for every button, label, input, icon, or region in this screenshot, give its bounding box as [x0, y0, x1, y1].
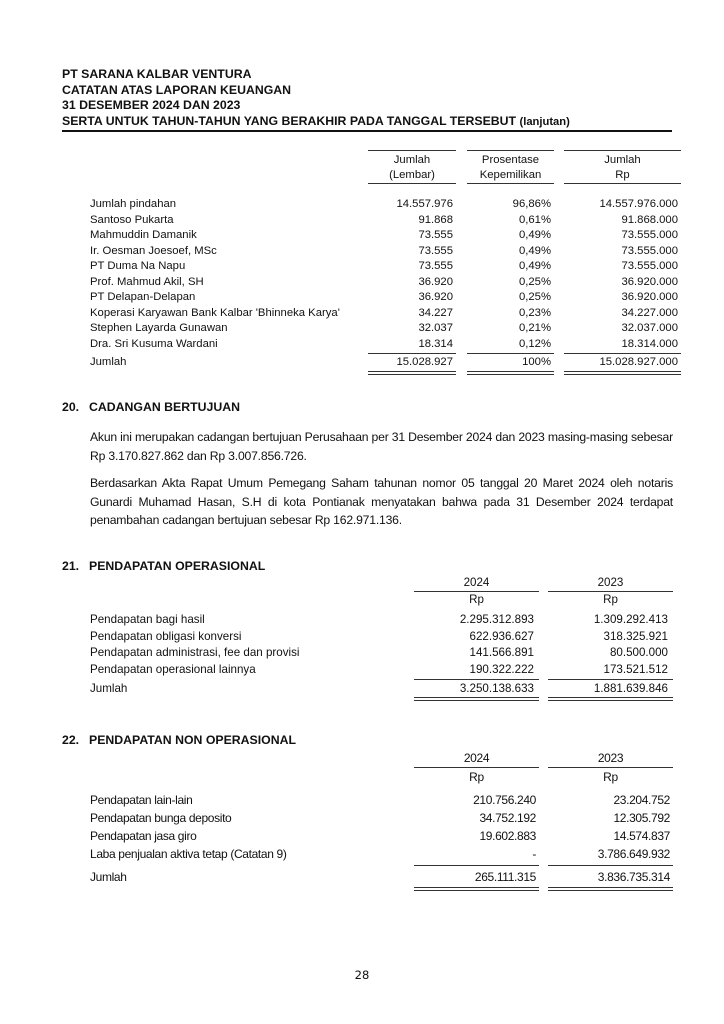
total-double-rule	[548, 887, 673, 891]
subtotal-rule	[414, 865, 539, 866]
amount-value: 36.920.000	[621, 291, 678, 303]
shareholder-name: PT Delapan-Delapan	[90, 291, 196, 303]
shareholder-name: Stephen Layarda Gunawan	[90, 322, 228, 334]
value-2023: 12.305.792	[613, 811, 670, 825]
value-2024: -	[532, 847, 536, 861]
amount-value: 73.555.000	[621, 244, 678, 257]
year-label: 2023	[548, 750, 673, 768]
percentage-value: 0,61%	[518, 213, 551, 226]
percentage-value: 0,25%	[518, 291, 551, 303]
section-22-title	[62, 733, 296, 747]
year-label: 2024	[414, 575, 539, 592]
subtotal-rule	[368, 353, 456, 354]
total-double-rule	[564, 371, 681, 375]
unit-label: Rp	[603, 770, 618, 784]
total-shares: 15.028.927	[396, 356, 453, 368]
total-label: Jumlah	[90, 870, 127, 884]
row-label: Laba penjualan aktiva tetap (Catatan 9)	[90, 847, 287, 861]
shareholder-name: Ir. Oesman Joesoef, MSc	[90, 244, 217, 257]
report-date: 31 DESEMBER 2024 DAN 2023	[62, 98, 241, 112]
shareholder-name: Mahmuddin Damanik	[90, 229, 197, 241]
section-heading: CADANGAN BERTUJUAN	[89, 400, 240, 414]
value-2023: 14.574.837	[613, 829, 670, 843]
period-text: SERTA UNTUK TAHUN-TAHUN YANG BERAKHIR PADA TANGGAL TERSEBUT	[62, 113, 517, 128]
amount-value: 14.557.976.000	[599, 198, 678, 210]
value-2024: 622.936.627	[469, 629, 534, 643]
column-header-line: Jumlah	[604, 154, 641, 166]
percentage-value: 0,12%	[518, 337, 551, 350]
row-label: Pendapatan lain-lain	[90, 793, 193, 807]
shareholder-name: Santoso Pukarta	[90, 213, 174, 226]
document-header	[62, 67, 672, 132]
column-header-2024	[414, 575, 539, 608]
column-header-amount	[564, 150, 681, 184]
value-2023: 1.309.292.413	[593, 613, 668, 626]
value-2024: 210.756.240	[473, 793, 536, 807]
percentage-value: 96,86%	[512, 198, 551, 210]
column-header-line: Prosentase	[481, 154, 540, 166]
percentage-value: 0,49%	[518, 229, 551, 241]
total-double-rule	[414, 697, 539, 701]
value-2024: 141.566.891	[469, 646, 534, 659]
value-2023: 3.786.649.932	[597, 847, 670, 861]
value-2023: 318.325.921	[603, 629, 668, 643]
total-label: Jumlah	[90, 356, 127, 368]
percentage-value: 0,25%	[518, 275, 551, 288]
amount-value: 34.227.000	[621, 306, 678, 319]
subtotal-rule	[548, 865, 673, 866]
value-2024: 190.322.222	[469, 662, 534, 676]
column-header-line: (Lembar)	[389, 168, 435, 181]
section-heading: PENDAPATAN OPERASIONAL	[89, 559, 266, 573]
company-name: PT SARANA KALBAR VENTURA	[62, 67, 252, 81]
shares-value: 36.920	[418, 291, 453, 303]
shareholder-name: Koperasi Karyawan Bank Kalbar 'Bhinneka Karya'	[90, 306, 340, 319]
shares-value: 34.227	[418, 306, 453, 319]
percentage-value: 0,21%	[518, 322, 551, 334]
total-amount: 15.028.927.000	[599, 356, 678, 368]
shares-value: 73.555	[418, 229, 453, 241]
subtotal-rule	[548, 679, 673, 680]
section-number: 21.	[62, 559, 80, 573]
shareholder-name: Dra. Sri Kusuma Wardani	[90, 337, 218, 350]
shares-value: 14.557.976	[396, 198, 453, 210]
total-double-rule	[414, 887, 539, 891]
value-2024: 2.295.312.893	[459, 613, 534, 626]
total-percentage: 100%	[522, 356, 551, 368]
column-header-line: Kepemilikan	[479, 168, 542, 181]
unit-label: Rp	[603, 593, 618, 606]
year-label: 2023	[548, 575, 673, 592]
subtotal-rule	[467, 353, 554, 354]
subtotal-rule	[414, 679, 539, 680]
percentage-value: 0,49%	[518, 260, 551, 272]
continued-label: (lanjutan)	[519, 115, 570, 128]
value-2023: 173.521.512	[603, 662, 668, 676]
total-2023: 3.836.735.314	[597, 870, 670, 884]
amount-value: 32.037.000	[621, 322, 678, 334]
column-header-line: Jumlah	[393, 154, 431, 166]
value-2023: 23.204.752	[613, 793, 670, 807]
shareholder-name: PT Duma Na Napu	[90, 260, 186, 272]
amount-value: 18.314.000	[621, 337, 678, 350]
total-label: Jumlah	[90, 682, 128, 695]
total-2024: 265.111.315	[474, 870, 536, 884]
row-label: Pendapatan bagi hasil	[90, 613, 205, 626]
subtotal-rule	[564, 353, 681, 354]
total-2023: 1.881.639.846	[593, 682, 668, 695]
row-label: Pendapatan administrasi, fee dan provisi	[90, 646, 300, 659]
shares-value: 91.868	[418, 213, 453, 226]
shares-value: 36.920	[418, 275, 453, 288]
column-header-2023	[548, 750, 673, 787]
shares-value: 32.037	[418, 322, 453, 334]
shares-value: 73.555	[418, 244, 453, 257]
page-number: 28	[354, 968, 370, 982]
total-double-rule	[548, 697, 673, 701]
shares-value: 73.555	[418, 260, 453, 272]
unit-label: Rp	[469, 770, 484, 784]
section-21-title	[62, 559, 265, 573]
column-header-line: Rp	[615, 168, 630, 181]
shares-value: 18.314	[418, 337, 453, 350]
amount-value: 91.868.000	[621, 213, 678, 226]
row-label: Pendapatan operasional lainnya	[90, 662, 256, 676]
section-20-paragraph-2: Berdasarkan Akta Rapat Umum Pemegang Saham tahunan nomor 05 tanggal 20 Maret 2024 oleh notaris Gunardi Muhamad Hasan, S.H di kota Pontianak menyatakan bahwa pada 31 Desember 2024 terdapat penambahan cadangan bertujuan sebesar Rp 162.971.136.	[90, 476, 673, 527]
row-label: Pendapatan obligasi konversi	[90, 629, 242, 643]
section-number: 20.	[62, 400, 80, 414]
unit-label: Rp	[469, 593, 484, 606]
shareholder-name: Jumlah pindahan	[90, 198, 177, 210]
section-number: 22.	[62, 733, 80, 747]
amount-value: 36.920.000	[621, 275, 678, 288]
report-title: CATATAN ATAS LAPORAN KEUANGAN	[62, 82, 292, 97]
row-label: Pendapatan jasa giro	[90, 829, 197, 843]
total-2024: 3.250.138.633	[459, 682, 534, 695]
percentage-value: 0,23%	[518, 306, 551, 319]
report-period	[62, 114, 672, 133]
value-2024: 34.752.192	[479, 811, 536, 825]
column-header-percentage	[467, 150, 554, 184]
value-2024: 19.602.883	[479, 829, 536, 843]
row-label: Pendapatan bunga deposito	[90, 811, 232, 825]
value-2023: 80.500.000	[609, 646, 668, 659]
total-double-rule	[467, 371, 554, 375]
year-label: 2024	[414, 750, 539, 768]
shareholder-name: Prof. Mahmud Akil, SH	[90, 275, 204, 288]
section-20-title	[62, 400, 240, 414]
amount-value: 73.555.000	[621, 260, 678, 272]
section-heading: PENDAPATAN NON OPERASIONAL	[89, 733, 297, 747]
column-header-2024	[414, 750, 539, 787]
section-20-paragraph-1: Akun ini merupakan cadangan bertujuan Perusahaan per 31 Desember 2024 dan 2023 masing-masing sebesar Rp 3.170.827.862 dan Rp 3.007.856.726.	[90, 430, 673, 463]
amount-value: 73.555.000	[621, 229, 678, 241]
column-header-shares	[368, 150, 456, 184]
total-double-rule	[368, 371, 456, 375]
percentage-value: 0,49%	[518, 244, 551, 257]
column-header-2023	[548, 575, 673, 608]
